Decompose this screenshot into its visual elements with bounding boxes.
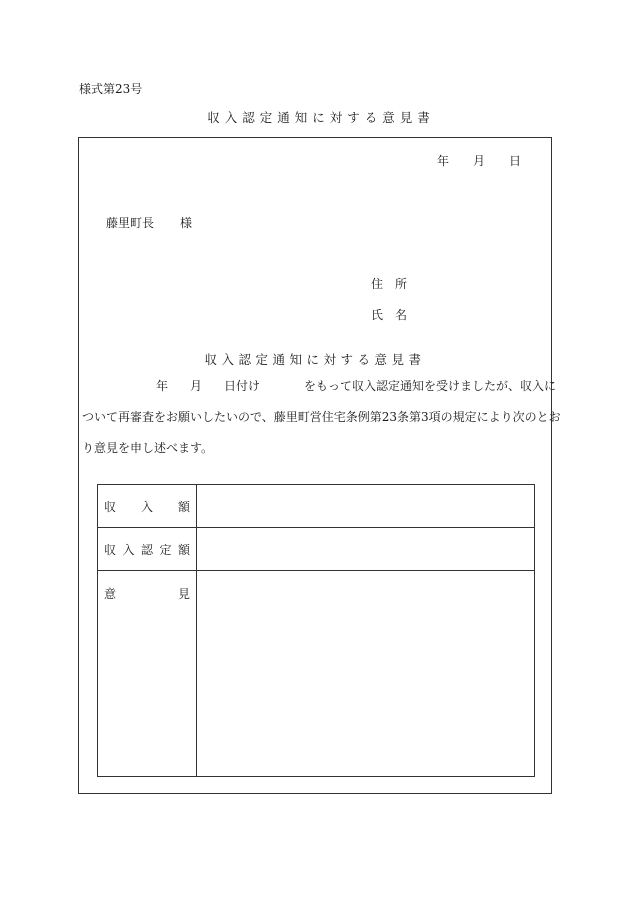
opinion-table	[97, 484, 535, 777]
income-label-cell	[98, 485, 197, 528]
table-row-recognized-income	[98, 528, 535, 571]
label-char: 収	[104, 499, 117, 514]
income-value-cell[interactable]	[197, 485, 535, 528]
label-char: 意	[104, 587, 117, 601]
address-label-char: 所	[395, 277, 408, 291]
table-row-opinion	[98, 571, 535, 777]
body-dated: 日付け	[224, 379, 261, 393]
section-title: 収入認定通知に対する意見書	[204, 352, 426, 367]
opinion-value-cell[interactable]	[197, 571, 535, 777]
body-paragraph	[82, 371, 561, 464]
date-month-label: 月	[472, 154, 485, 168]
address-label-char: 住	[371, 277, 384, 291]
income-label	[98, 498, 196, 515]
opinion-label-cell	[98, 571, 197, 777]
date-line	[437, 152, 521, 169]
label-char: 定	[159, 542, 172, 557]
body-line2: ついて再審査をお願いしたいので、藤里町営住宅条例第23条第3項の規定により次のとお	[82, 410, 561, 424]
form-number: 様式第23号	[79, 82, 143, 96]
table-row-income	[98, 485, 535, 528]
name-label-char: 氏	[371, 308, 384, 322]
opinion-label	[98, 571, 196, 602]
addressee	[106, 214, 192, 231]
label-char: 入	[140, 499, 153, 514]
body-month: 月	[190, 379, 203, 393]
form-frame	[78, 137, 561, 794]
label-char: 認	[140, 542, 153, 557]
address-label	[371, 275, 407, 292]
recognized-income-value-cell[interactable]	[197, 528, 535, 571]
date-year-label: 年	[436, 154, 449, 168]
body-line3: り意見を申し述べます。	[82, 441, 214, 455]
recognized-income-label	[98, 541, 196, 558]
body-line1-text: をもって収入認定通知を受けましたが、収入に	[304, 379, 557, 393]
recognized-income-label-cell	[98, 528, 197, 571]
label-char: 額	[177, 499, 190, 514]
body-year: 年	[156, 379, 169, 393]
label-char: 額	[177, 542, 190, 557]
label-char: 収	[104, 542, 117, 557]
name-label-char: 名	[395, 308, 408, 322]
label-char: 入	[122, 542, 135, 557]
addressee-name: 藤里町長	[106, 216, 155, 230]
document-title: 収入認定通知に対する意見書	[207, 110, 435, 125]
label-char: 見	[177, 587, 190, 601]
date-day-label: 日	[508, 154, 521, 168]
addressee-honorific: 様	[180, 216, 193, 230]
name-label	[371, 306, 407, 323]
